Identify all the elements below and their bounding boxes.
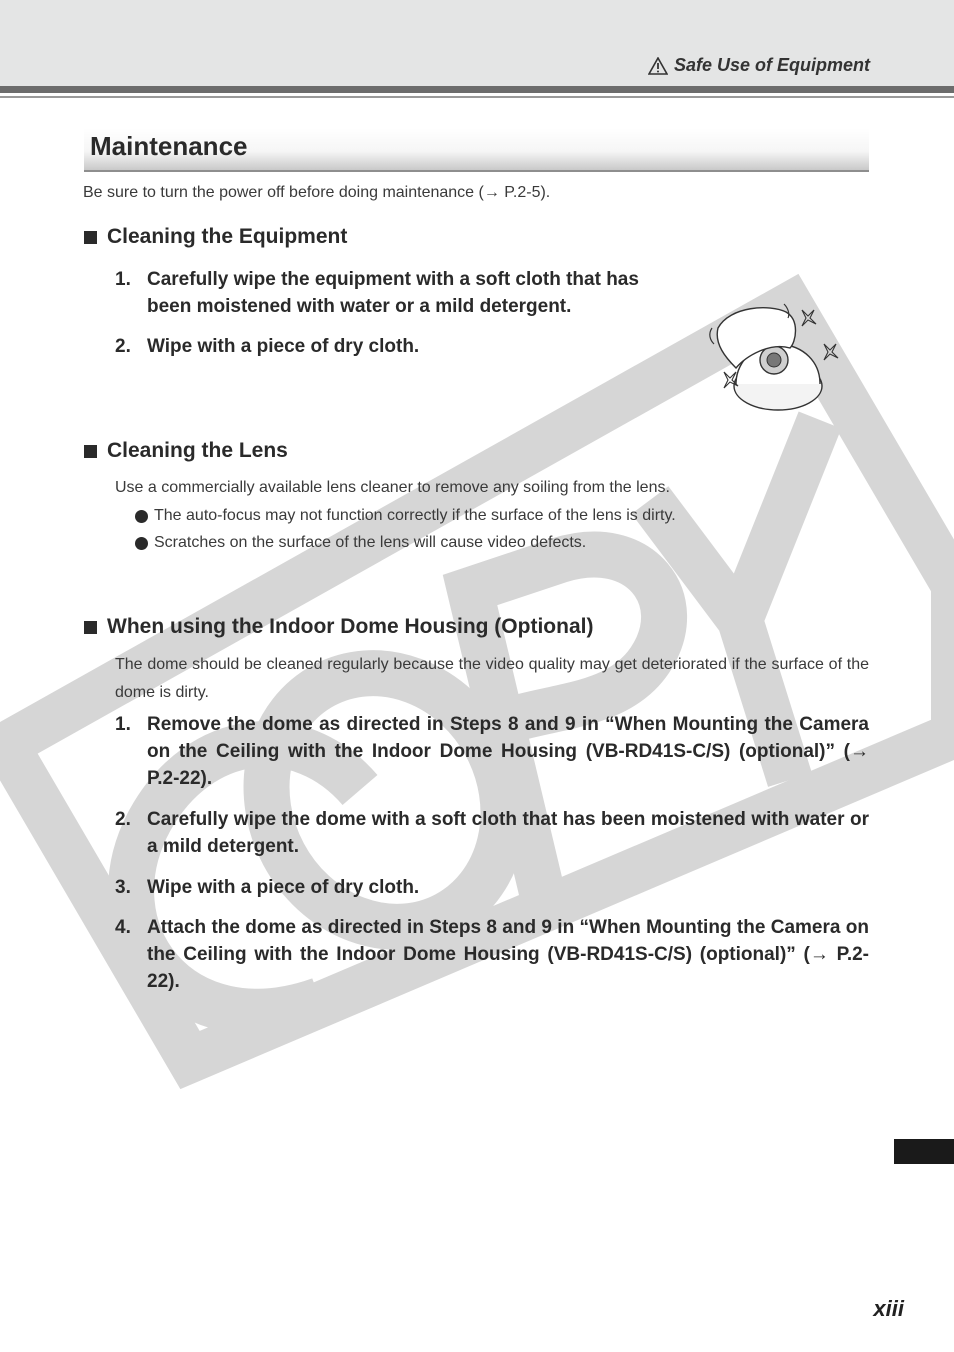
dome-step-2 — [115, 806, 869, 860]
step-number: 2. — [115, 336, 131, 357]
subheading-cleaning-equipment — [84, 225, 347, 249]
intro-text: Be sure to turn the power off before doing maintenance (→ P.2-5). — [83, 184, 551, 201]
square-bullet-icon — [84, 621, 97, 634]
step-text: Attach the dome as directed in Steps 8 and 9 in “When Mounting the Camera on the Ceiling with the Indoor Dome Housing (VB-RD41S-C/S) (optional)” (→ P.2-22). — [147, 917, 869, 992]
warning-triangle-icon — [648, 57, 668, 75]
subheading-label: Cleaning the Equipment — [107, 225, 348, 248]
subheading-dome-housing — [84, 615, 593, 639]
lens-bullet — [135, 507, 676, 525]
bullet-text: The auto-focus may not function correctly if the surface of the lens is dirty. — [154, 507, 676, 524]
bullet-dot-icon — [135, 537, 148, 550]
step-number: 1. — [115, 714, 131, 735]
lens-bullet — [135, 534, 586, 552]
square-bullet-icon — [84, 445, 97, 458]
bullet-dot-icon — [135, 510, 148, 523]
step-text: Remove the dome as directed in Steps 8 and 9 in “When Mounting the Camera on the Ceiling with the Indoor Dome Housing (VB-RD41S-C/S) (optional)” (→ P.2-22). — [147, 714, 869, 789]
step-number: 2. — [115, 809, 131, 830]
page-number: xiii — [873, 1296, 904, 1321]
header-rule-thin — [0, 96, 954, 98]
step-text-line: been moistened with water or a mild detergent. — [147, 296, 572, 317]
dome-step-1 — [115, 711, 869, 792]
equipment-step-2 — [115, 333, 419, 360]
section-heading-bar — [84, 128, 869, 172]
lens-text: Use a commercially available lens cleaner to remove any soiling from the lens. — [115, 479, 670, 496]
subheading-label: Cleaning the Lens — [107, 439, 288, 462]
step-text-line: Carefully wipe the equipment with a soft cloth that has — [147, 269, 639, 290]
header-rule — [0, 86, 954, 93]
bullet-text: Scratches on the surface of the lens will cause video defects. — [154, 534, 587, 551]
camera-cleaning-icon — [700, 298, 848, 418]
dome-step-3 — [115, 874, 869, 901]
step-number: 1. — [115, 269, 131, 290]
square-bullet-icon — [84, 231, 97, 244]
equipment-step-1 — [115, 266, 639, 320]
dome-step-4 — [115, 914, 869, 995]
subheading-label: When using the Indoor Dome Housing (Optional) — [107, 615, 594, 638]
step-number: 3. — [115, 877, 131, 898]
step-text: Carefully wipe the dome with a soft cloth that has been moistened with water or a mild detergent. — [147, 809, 869, 857]
chapter-tab-marker — [894, 1139, 954, 1164]
step-text: Wipe with a piece of dry cloth. — [147, 877, 420, 898]
step-number: 4. — [115, 917, 131, 938]
subheading-cleaning-lens — [84, 439, 288, 463]
dome-text: The dome should be cleaned regularly because the video quality may get deteriorated if the surface of the dome is dirty. — [115, 656, 869, 701]
running-header — [648, 55, 870, 76]
page-title: Maintenance — [90, 131, 248, 161]
step-text: Wipe with a piece of dry cloth. — [147, 336, 420, 357]
header-section-title: Safe Use of Equipment — [673, 55, 870, 75]
